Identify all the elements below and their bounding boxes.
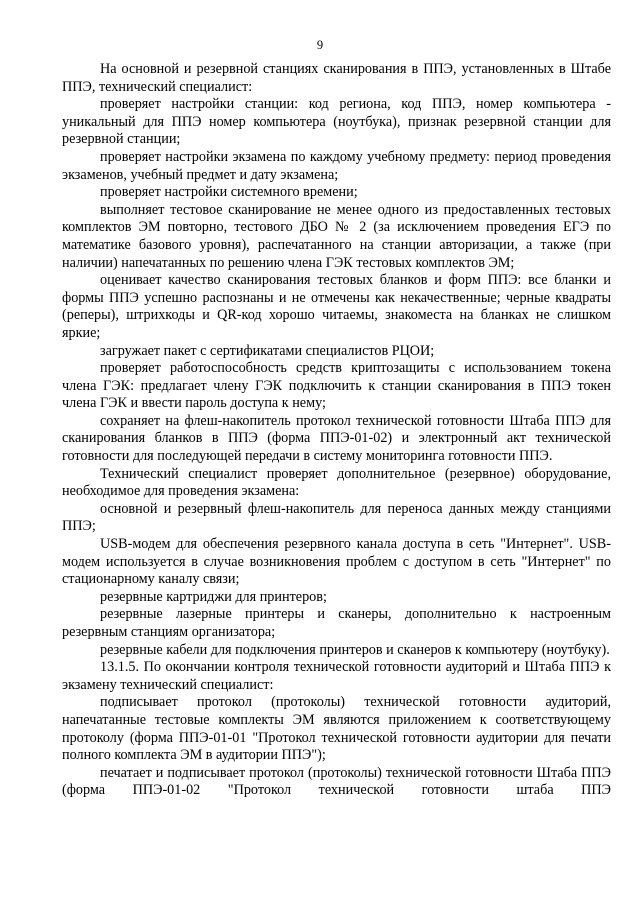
paragraph-printers-scanners: резервные лазерные принтеры и сканеры, дополнительно к настроенным резервным станциям организатора; <box>62 606 611 640</box>
paragraph-cartridges: резервные картриджи для принтеров; <box>100 588 327 605</box>
paragraph-exam-settings: проверяет настройки экзамена по каждому учебному предмету: период проведения экзаменов, учебный предмет и дату экзамена; <box>62 148 611 183</box>
paragraph-backup-equipment-intro: Технический специалист проверяет дополнительное (резервное) оборудование, необходимое для проведения экзамена: <box>62 465 611 500</box>
paragraph-system-time: проверяет настройки системного времени; <box>100 184 358 201</box>
document-body <box>62 61 611 800</box>
paragraph-usb-modem: USB-модем для обеспечения резервного канала доступа в сеть "Интернет". USB-модем используется в случае возникновения проблем с доступом в сеть "Интернет" по стационарному каналу связи; <box>62 536 611 588</box>
paragraph-flash-drives: основной и резервный флеш-накопитель для переноса данных между станциями ППЭ; <box>62 500 611 535</box>
paragraph-station-settings: проверяет настройки станции: код региона, код ППЭ, номер компьютера - уникальный для ППЭ номер компьютера (ноутбука), признак резервной станции для резервной станции; <box>62 96 611 148</box>
paragraph-scanning-stations-intro: На основной и резервной станциях сканирования в ППЭ, установленных в Штабе ППЭ, технический специалист: <box>62 61 611 95</box>
paragraph-section-13-1-5: 13.1.5. По окончании контроля технической готовности аудиторий и Штаба ППЭ к экзамену технический специалист: <box>62 659 611 693</box>
paragraph-sign-classroom-protocols: подписывает протокол (протоколы) технической готовности аудиторий, напечатанные тестовые комплекты ЭМ являются приложением к соответствующему протоколу (форма ППЭ-01-01 "Протокол технической готовности аудитории для печати полного комплекта ЭМ в аудитории ППЭ"); <box>62 694 611 764</box>
paragraph-save-protocol: сохраняет на флеш-накопитель протокол технической готовности Штаба ППЭ для сканирования бланков в ППЭ (форма ППЭ-01-02) и электронный акт технической готовности для последующей передачи в систему мониторинга готовности ППЭ. <box>62 412 611 465</box>
paragraph-crypto-check: проверяет работоспособность средств криптозащиты с использованием токена члена ГЭК: предлагает члену ГЭК подключить к станции сканирования в ППЭ токен члена ГЭК и ввести пароль доступа к нему; <box>62 360 611 412</box>
paragraph-certificates: загружает пакет с сертификатами специалистов РЦОИ; <box>100 342 435 359</box>
paragraph-print-hq-protocol: печатает и подписывает протокол (протоколы) технической готовности Штаба ППЭ (форма ППЭ-01-02 "Протокол технической готовности штаба ППЭ <box>62 764 611 799</box>
page-number: 9 <box>316 38 324 52</box>
paragraph-scan-quality: оценивает качество сканирования тестовых бланков и форм ППЭ: все бланки и формы ППЭ успешно распознаны и не отмечены как некачественные; черные квадраты (реперы), штрихкоды и QR-код хорошо читаемы, знакоместа на бланках не слишком яркие; <box>62 272 611 341</box>
paragraph-cables: резервные кабели для подключения принтеров и сканеров к компьютеру (ноутбуку). <box>100 641 610 658</box>
paragraph-test-scanning: выполняет тестовое сканирование не менее одного из предоставленных тестовых комплектов ЭМ повторно, тестового ДБО № 2 (за исключением проведения ЕГЭ по математике базового уровня), распечатанного на станции авторизации, а также (при наличии) напечатанных по решению члена ГЭК тестовых комплектов ЭМ; <box>62 201 611 271</box>
